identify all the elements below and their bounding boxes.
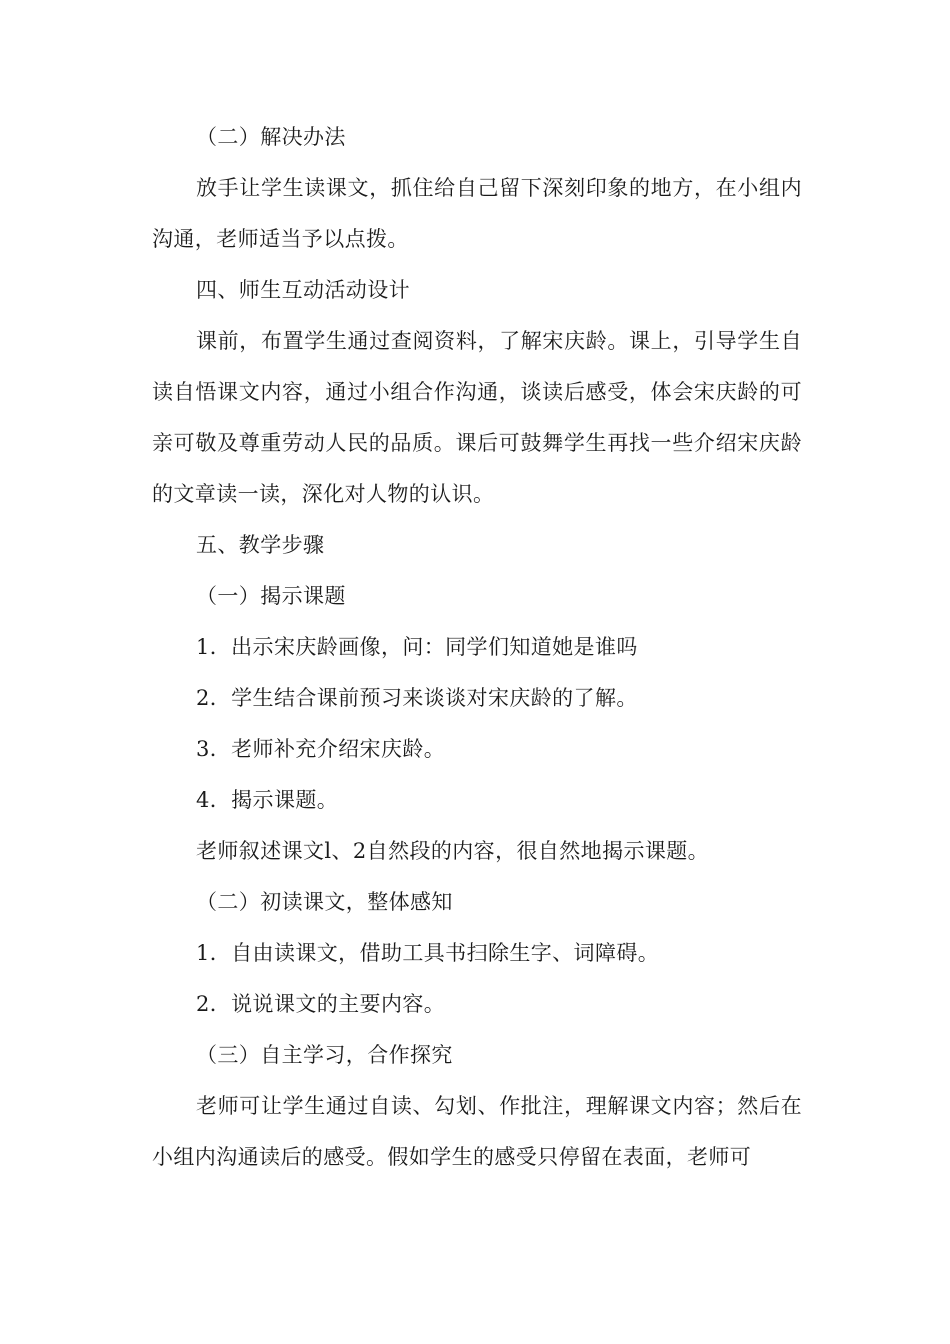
list-item-step-1: 1．出示宋庆龄画像，问：同学们知道她是谁吗 <box>196 635 638 659</box>
list-item-reading-2: 2．说说课文的主要内容。 <box>196 992 446 1016</box>
paragraph-solution-text: 放手让学生读课文，抓住给自己留下深刻印象的地方，在小组内沟通，老师适当予以点拨。 <box>152 176 802 251</box>
heading-interaction-design: 四、师生互动活动设计 <box>196 278 410 302</box>
paragraph-teacher-narration: 老师叙述课文l、2自然段的内容，很自然地揭示课题。 <box>196 839 710 863</box>
heading-teaching-steps: 五、教学步骤 <box>196 533 325 557</box>
list-item-step-2: 2．学生结合课前预习来谈谈对宋庆龄的了解。 <box>196 686 638 710</box>
subheading-solution: （二）解决办法 <box>196 125 346 149</box>
subheading-first-reading: （二）初读课文，整体感知 <box>196 890 453 914</box>
list-item-step-3: 3．老师补充介绍宋庆龄。 <box>196 737 446 761</box>
paragraph-interaction-text: 课前，布置学生通过查阅资料，了解宋庆龄。课上，引导学生自读自悟课文内容，通过小组合作沟通，谈读后感受，体会宋庆龄的可亲可敬及尊重劳动人民的品质。课后可鼓舞学生再找一些介绍宋庆龄的文章读一读，深化对人物的认识。 <box>152 329 802 506</box>
subheading-independent-study: （三）自主学习，合作探究 <box>196 1043 453 1067</box>
paragraph-independent-study-text: 老师可让学生通过自读、勾划、作批注，理解课文内容；然后在小组内沟通读后的感受。假如学生的感受只停留在表面，老师可 <box>152 1094 802 1169</box>
document-body <box>152 112 802 1183</box>
list-item-reading-1: 1．自由读课文，借助工具书扫除生字、词障碍。 <box>196 941 660 965</box>
subheading-reveal-topic: （一）揭示课题 <box>196 584 346 608</box>
list-item-step-4: 4．揭示课题。 <box>196 788 339 812</box>
